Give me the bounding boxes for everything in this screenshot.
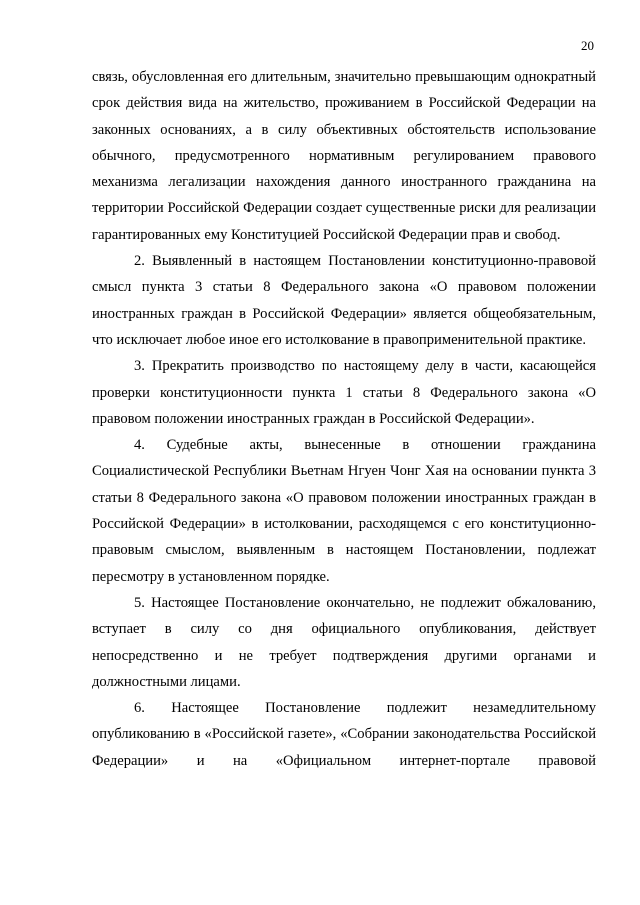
paragraph-item-3: 3. Прекратить производство по настоящему делу в части, касающейся проверки конституционности пункта 1 статьи 8 Федерального закона «О правовом положении иностранных граждан в Российской Федерации». [92,358,596,427]
paragraph-item-6: 6. Настоящее Постановление подлежит незамедлительному опубликованию в «Российской газете», «Собрании законодательства Российской Федерации» и на «Официальном интернет-портале правовой [92,700,596,769]
document-body [92,64,596,774]
page-number: 20 [581,38,594,53]
paragraph-item-4: 4. Судебные акты, вынесенные в отношении гражданина Социалистической Республики Вьетнам Нгуен Чонг Хая на основании пункта 3 статьи 8 Федерального закона «О правовом положении иностранных граждан в Российской Федерации» в истолковании, расходящемся с его конституционно-правовым смыслом, выявленным в настоящем Постановлении, подлежат пересмотру в установленном порядке. [92,437,596,585]
paragraph-item-2: 2. Выявленный в настоящем Постановлении конституционно-правовой смысл пункта 3 статьи 8 Федерального закона «О правовом положении иностранных граждан в Российской Федерации» является общеобязательным, что исключает любое иное его истолкование в правоприменительной практике. [92,253,596,348]
paragraph-item-5: 5. Настоящее Постановление окончательно, не подлежит обжалованию, вступает в силу со дня официального опубликования, действует непосредственно и не требует подтверждения другими органами и должностными лицами. [92,594,596,690]
paragraph-continuation: связь, обусловленная его длительным, значительно превышающим однократный срок действия вида на жительство, проживанием в Российской Федерации на законных основаниях, а в силу объективных обстоятельств использование обычного, предусмотренного нормативным регулированием правового механизма легализации нахождения данного иностранного гражданина на территории Российской Федерации создает существенные риски для реализации гарантированных ему Конституцией Российской Федерации прав и свобод. [92,69,596,243]
